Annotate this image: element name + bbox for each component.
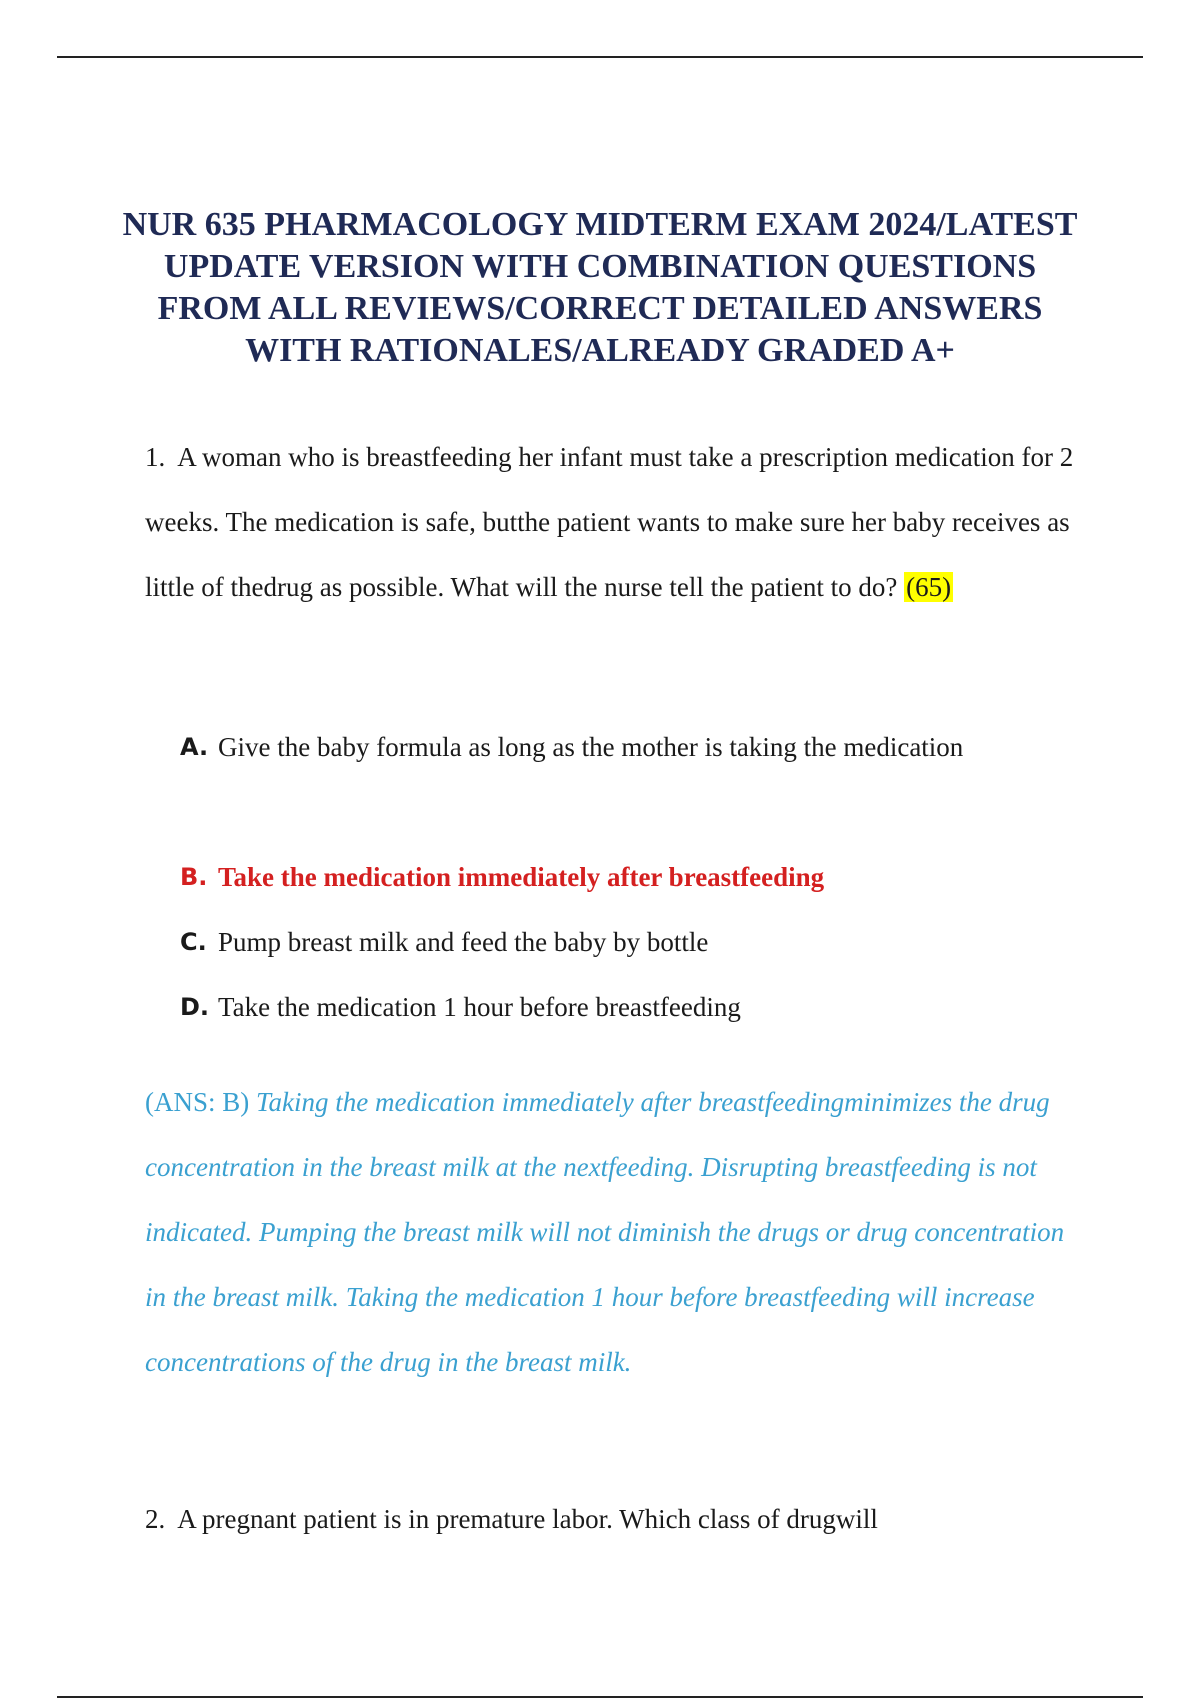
document-title: NUR 635 PHARMACOLOGY MIDTERM EXAM 2024/LATEST UPDATE VERSION WITH COMBINATION QUESTIONS FROM ALL REVIEWS/CORRECT DETAILED ANSWERS WITH RATIONALES/ALREADY GRADED A+ [122, 206, 1078, 369]
option-letter: A. [180, 733, 209, 761]
question-text: A woman who is breastfeeding her infant must take a prescription medication for 2 weeks. The medication is safe, butthe patient wants to make sure her baby receives as little of thedrug as possible. What will the nurse tell the patient to do? [145, 442, 1074, 602]
option-text: Take the medication immediately after breastfeeding [218, 862, 825, 892]
option-letter: C. [180, 928, 207, 956]
question-number: 2. [145, 1504, 166, 1534]
bottom-divider [57, 1696, 1143, 1698]
option-d [180, 975, 1080, 1040]
option-c [180, 910, 1080, 975]
option-letter: B. [180, 863, 208, 891]
question-text: A pregnant patient is in premature labor. Which class of drugwill [177, 1504, 878, 1534]
answer-label: (ANS: B) [145, 1087, 250, 1117]
option-text: Give the baby formula as long as the mother is taking the medication [218, 732, 964, 762]
answer-options [180, 715, 1080, 1040]
option-b-correct [180, 845, 1080, 910]
answer-rationale [145, 1070, 1090, 1395]
question-2 [145, 1487, 1085, 1552]
option-text: Pump breast milk and feed the baby by bottle [218, 927, 709, 957]
question-number: 1. [145, 442, 166, 472]
question-1 [145, 425, 1085, 620]
option-text: Take the medication 1 hour before breastfeeding [218, 992, 741, 1022]
option-letter: D. [180, 993, 210, 1021]
top-divider [57, 56, 1143, 58]
page-reference-highlight: (65) [906, 572, 952, 602]
option-a [180, 715, 1080, 845]
rationale-text: Taking the medication immediately after breastfeedingminimizes the drug concentration in the breast milk at the nextfeeding. Disrupting breastfeeding is not indicated. Pumping the breast milk will not diminish the drugs or drug concentration in the breast milk. Taking the medication 1 hour before breastfeeding will increase concentrations of the drug in the breast milk. [145, 1087, 1065, 1377]
